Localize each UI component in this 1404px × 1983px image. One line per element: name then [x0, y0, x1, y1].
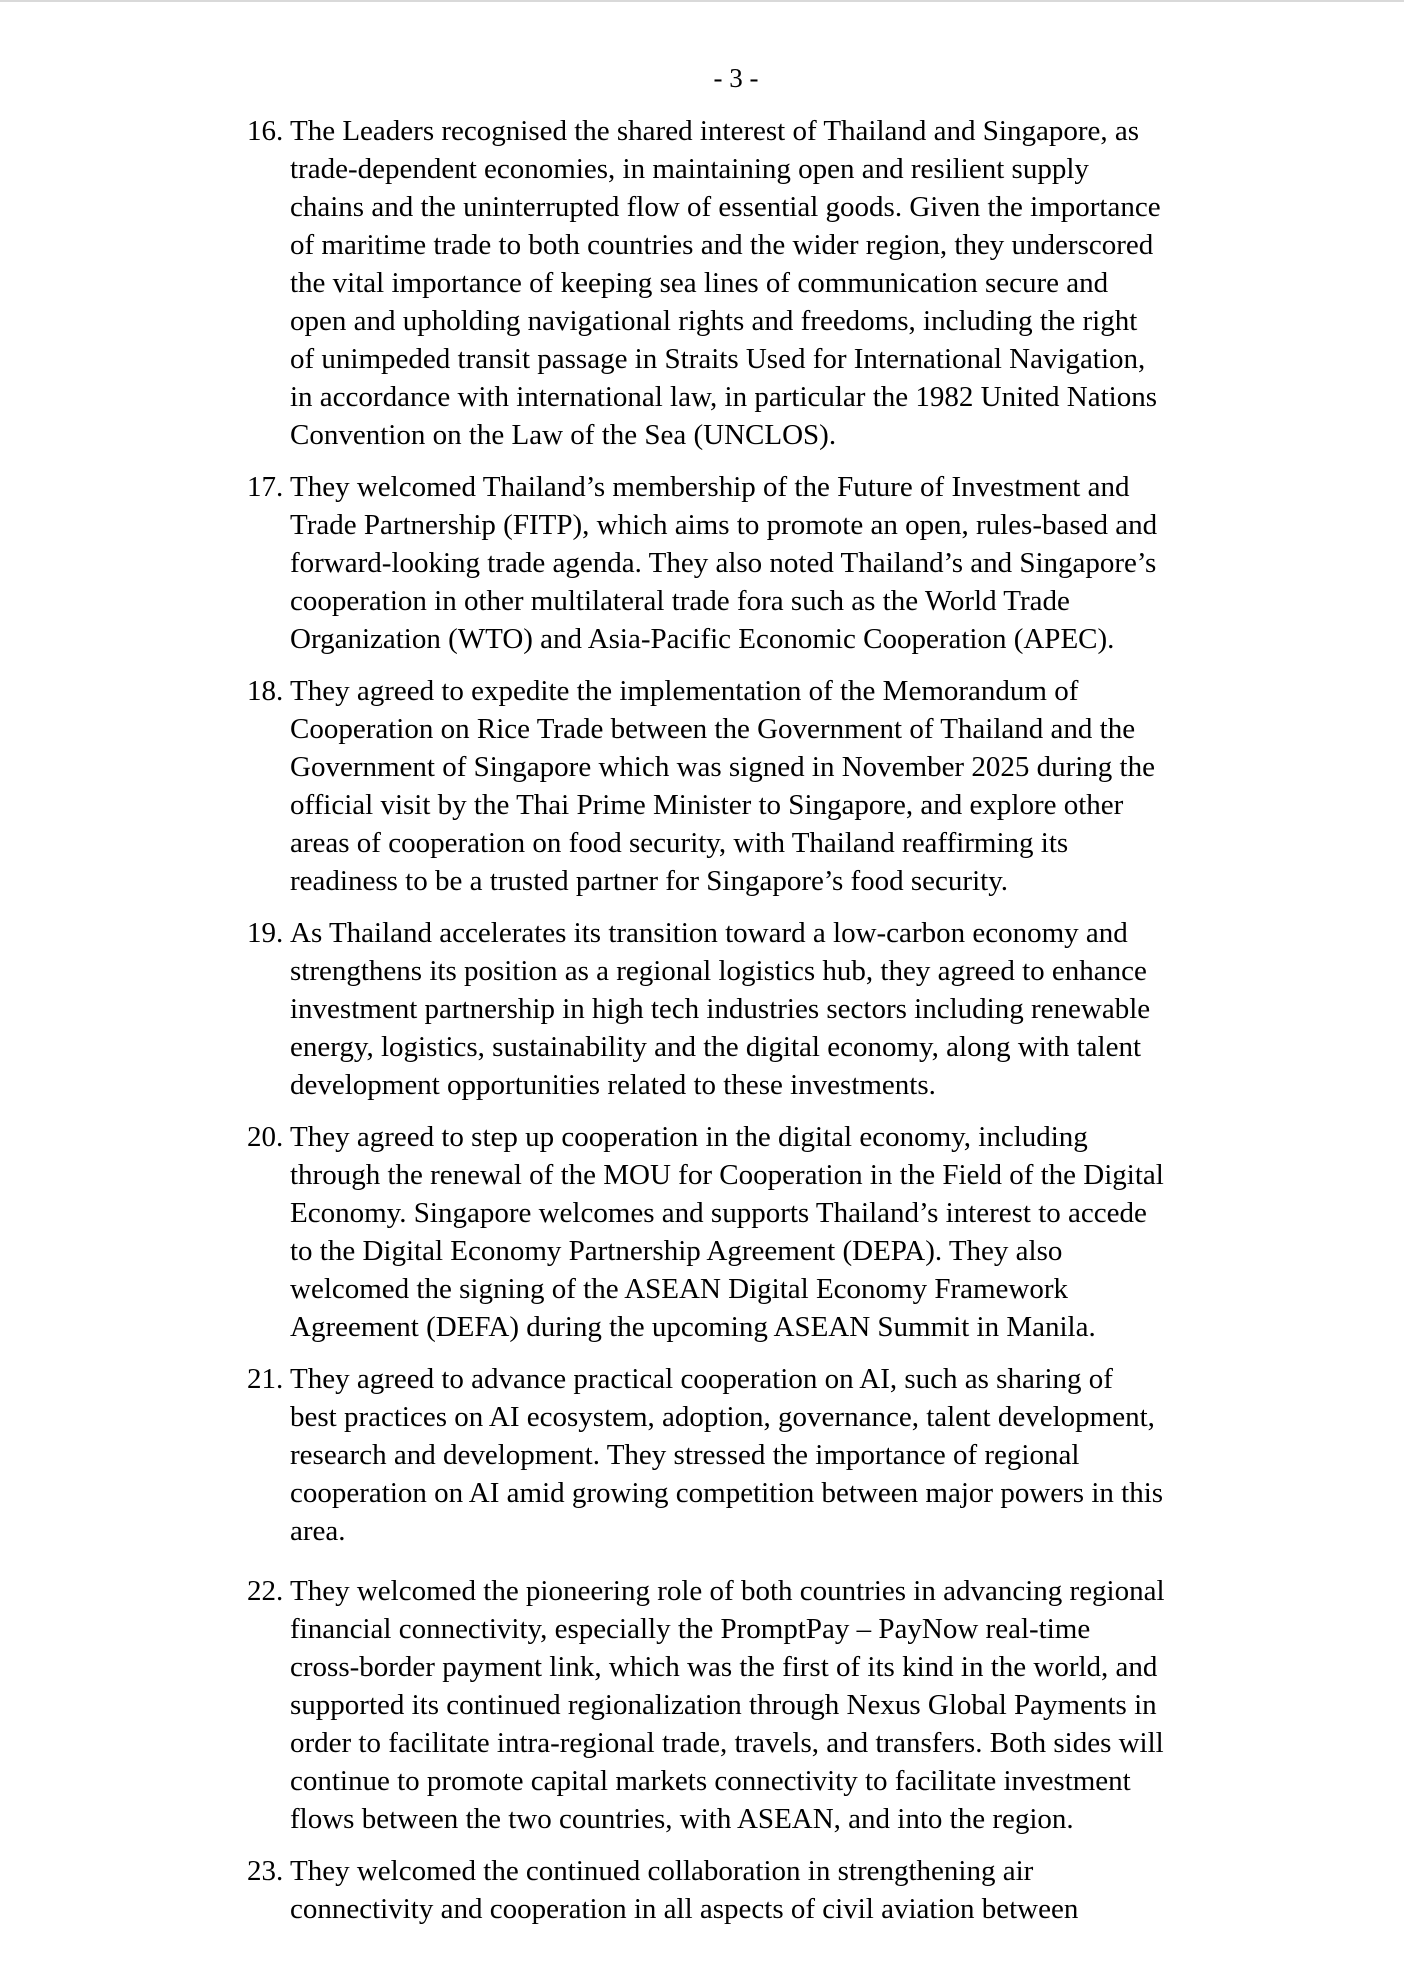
paragraph-22: [247, 1572, 1397, 1838]
paragraph-number: 21.: [247, 1363, 284, 1395]
paragraph-number: 17.: [247, 471, 284, 503]
paragraph-16: [247, 112, 1397, 454]
paragraph-text: They welcomed the pioneering role of both countries in advancing regional financial connectivity, especially the PromptPay – PayNow real-time cross-border payment link, which was the first of its kind in the world, and supported its continued regionalization through Nexus Global Payments in order to facilitate intra-regional trade, travels, and transfers. Both sides will continue to promote capital markets connectivity to facilitate investment flows between the two countries, with ASEAN, and into the region.: [290, 1575, 1165, 1835]
document-body: [247, 112, 1397, 1928]
paragraph-text: They welcomed Thailand’s membership of the Future of Investment and Trade Partnership (FITP), which aims to promote an open, rules-based and forward-looking trade agenda. They also noted Thailand’s and Singapore’s cooperation in other multilateral trade fora such as the World Trade Organization (WTO) and Asia-Pacific Economic Cooperation (APEC).: [290, 471, 1158, 655]
page-top-border: [0, 0, 1404, 2]
paragraph-18: [247, 672, 1397, 900]
paragraph-19: [247, 914, 1397, 1104]
paragraph-number: 23.: [247, 1855, 284, 1887]
paragraph-text: They agreed to advance practical cooperation on AI, such as sharing of best practices on AI ecosystem, adoption, governance, talent development, research and development. They stressed the importance of regional cooperation on AI amid growing competition between major powers in this area.: [290, 1363, 1164, 1547]
paragraph-text: They agreed to step up cooperation in the digital economy, including through the renewal of the MOU for Cooperation in the Field of the Digital Economy. Singapore welcomes and supports Thailand’s interest to accede to the Digital Economy Partnership Agreement (DEPA). They also welcomed the signing of the ASEAN Digital Economy Framework Agreement (DEFA) during the upcoming ASEAN Summit in Manila.: [290, 1121, 1164, 1343]
paragraph-text: They welcomed the continued collaboration in strengthening air connectivity and cooperation in all aspects of civil aviation between: [290, 1855, 1079, 1925]
paragraph-number: 22.: [247, 1575, 284, 1607]
paragraph-text: They agreed to expedite the implementation of the Memorandum of Cooperation on Rice Trade between the Government of Thailand and the Government of Singapore which was signed in November 2025 during the official visit by the Thai Prime Minister to Singapore, and explore other areas of cooperation on food security, with Thailand reaffirming its readiness to be a trusted partner for Singapore’s food security.: [290, 675, 1155, 897]
paragraph-20: [247, 1118, 1397, 1346]
page-number: - 3 -: [713, 63, 759, 93]
paragraph-23: [247, 1852, 1397, 1928]
paragraph-number: 16.: [247, 115, 284, 147]
paragraph-text: The Leaders recognised the shared interest of Thailand and Singapore, as trade-dependent economies, in maintaining open and resilient supply chains and the uninterrupted flow of essential goods. Given the importance of maritime trade to both countries and the wider region, they underscored the vital importance of keeping sea lines of communication secure and open and upholding navigational rights and freedoms, including the right of unimpeded transit passage in Straits Used for International Navigation, in accordance with international law, in particular the 1982 United Nations Convention on the Law of the Sea (UNCLOS).: [290, 115, 1161, 451]
paragraph-number: 19.: [247, 917, 284, 949]
paragraph-number: 20.: [247, 1121, 284, 1153]
paragraph-text: As Thailand accelerates its transition toward a low-carbon economy and strengthens its position as a regional logistics hub, they agreed to enhance investment partnership in high tech industries sectors including renewable energy, logistics, sustainability and the digital economy, along with talent development opportunities related to these investments.: [290, 917, 1151, 1101]
paragraph-21: [247, 1360, 1397, 1550]
paragraph-number: 18.: [247, 675, 284, 707]
paragraph-17: [247, 468, 1397, 658]
